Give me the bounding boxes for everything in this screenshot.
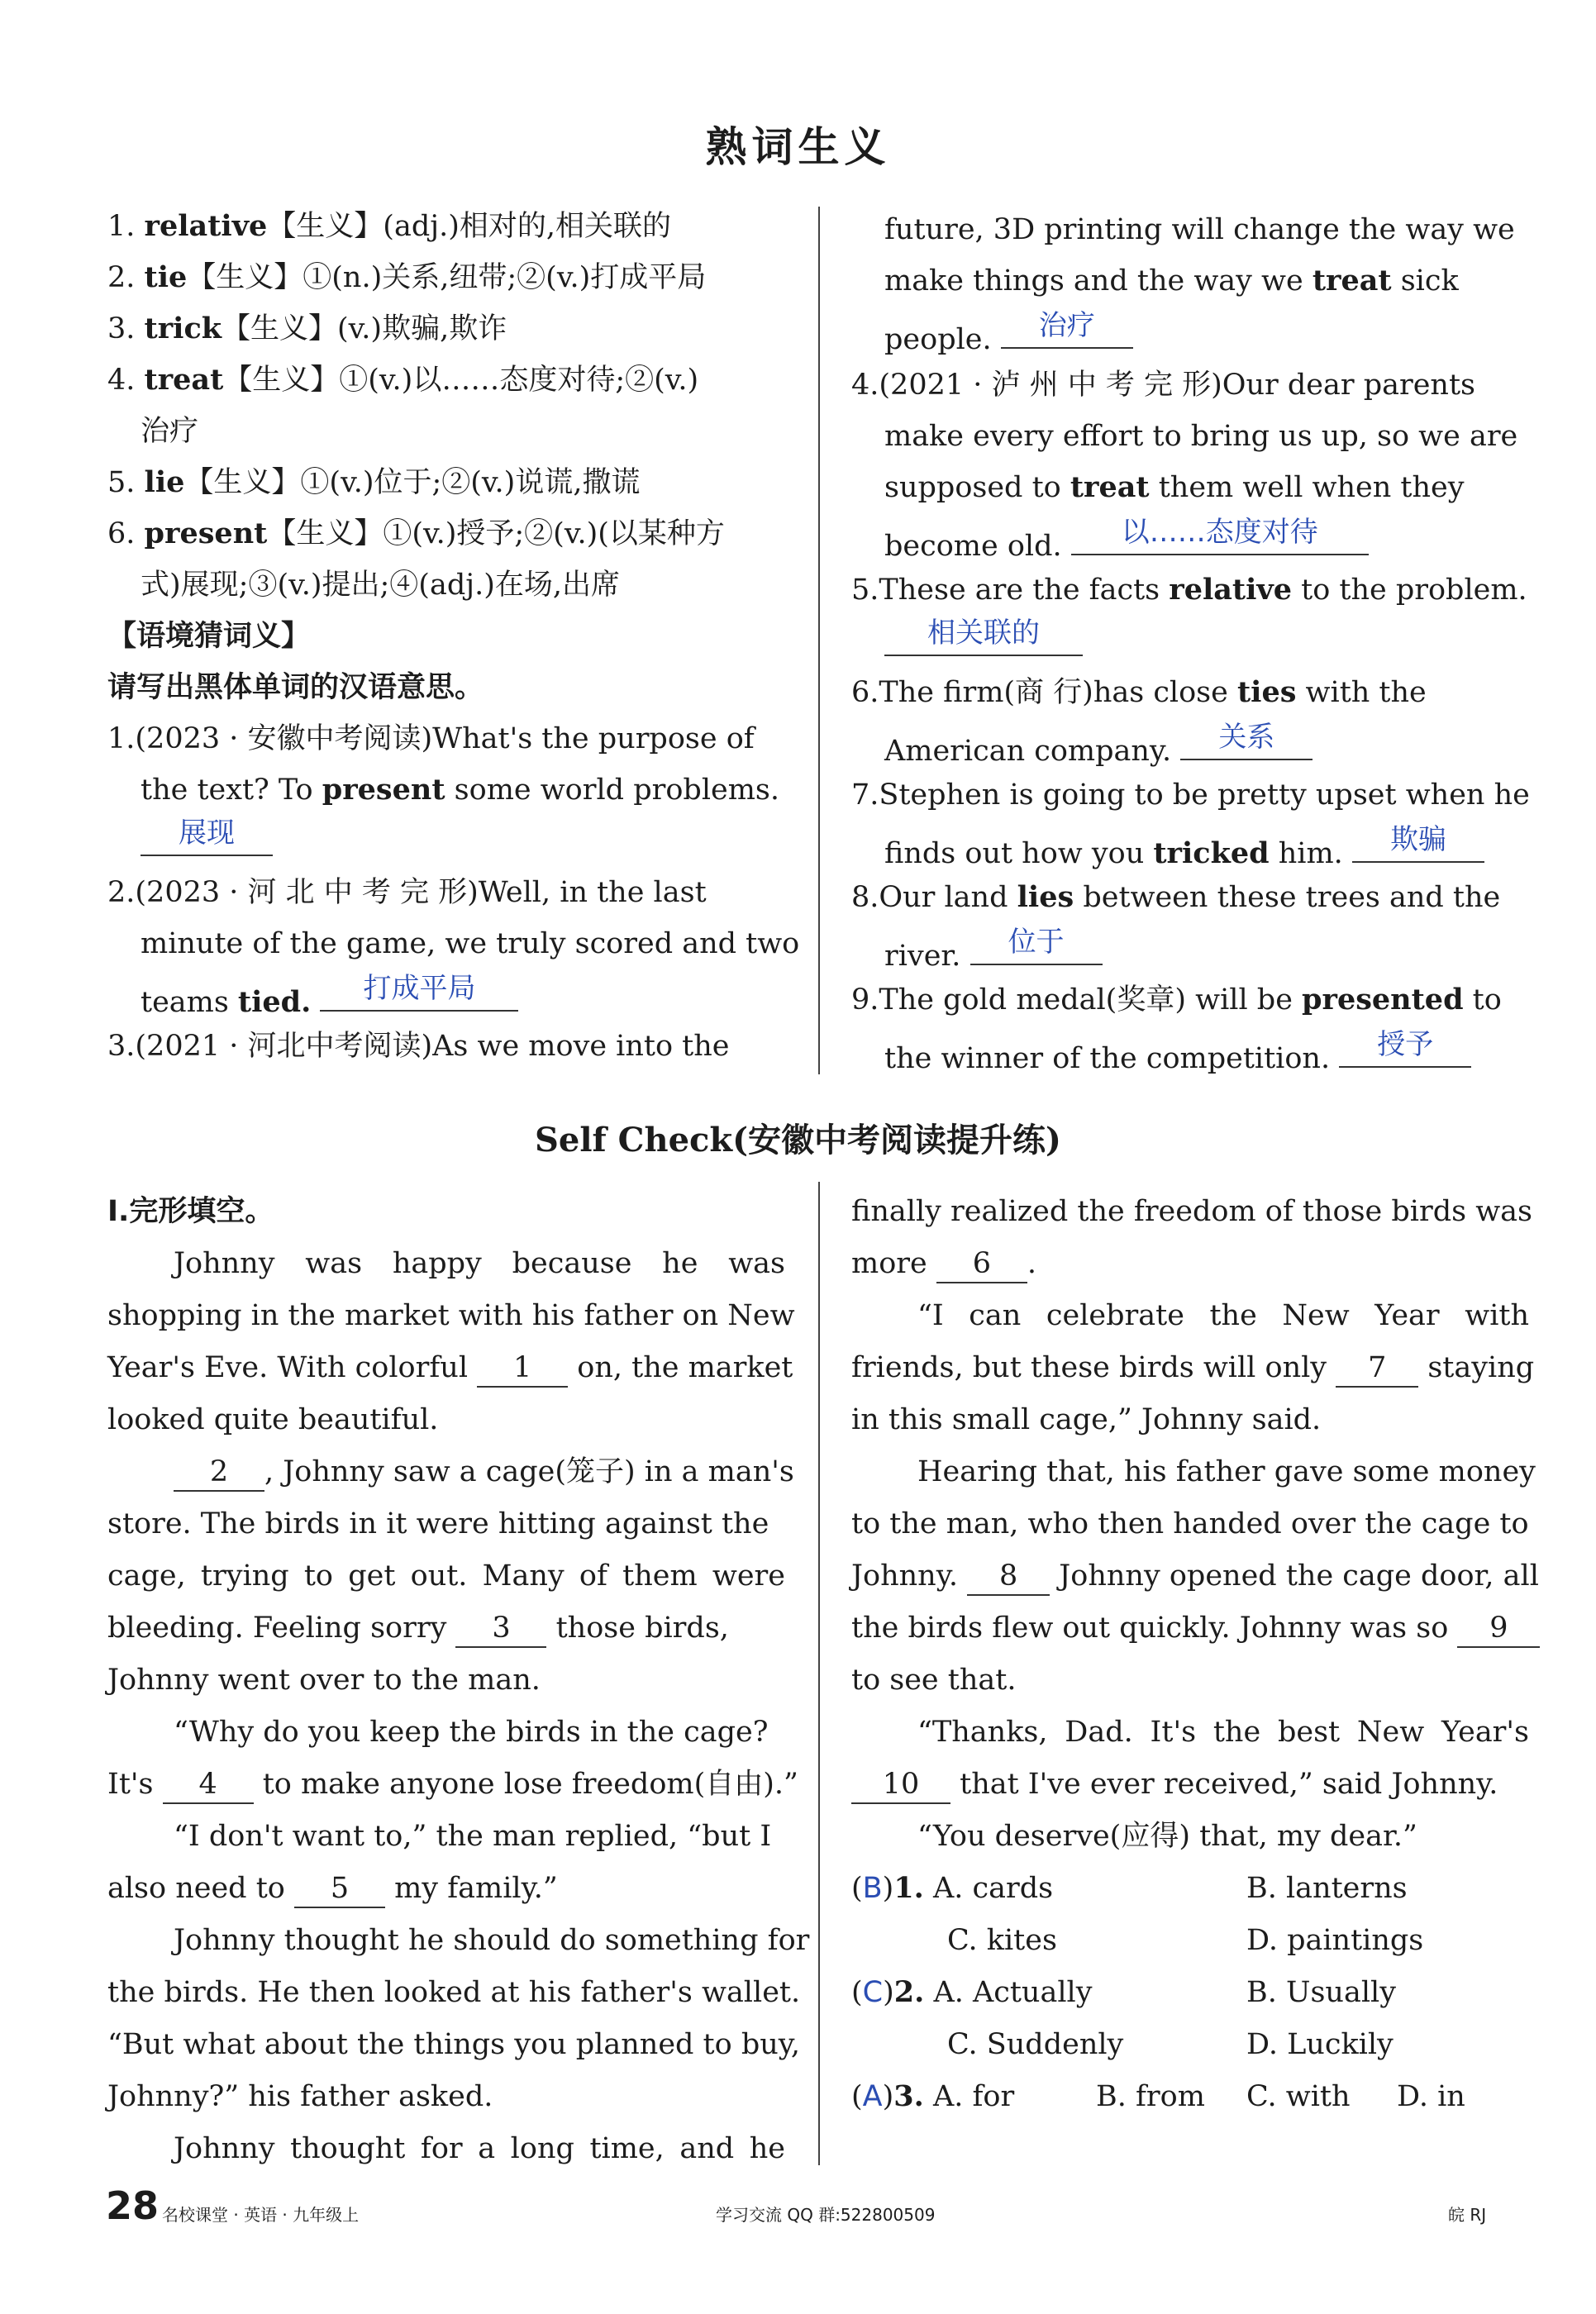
cloze-line: “I can celebrate the New Year with — [917, 1299, 1529, 1332]
vocab-item: 3. trick【生义】(v.)欺骗,欺诈 — [107, 312, 507, 345]
cloze-line: looked quite beautiful. — [107, 1403, 439, 1436]
cloze-line: Johnny?” his father asked. — [107, 2080, 493, 2113]
cloze-line: finally realized the freedom of those birds was — [851, 1195, 1533, 1228]
context-q9-text: the winner of the competition. 授予 — [884, 1033, 1471, 1069]
cloze-line: more 6 . — [851, 1245, 1036, 1282]
answer-choice: A — [862, 2080, 883, 2113]
context-q4-text: become old. 以……态度对待 — [884, 521, 1369, 557]
question-option: C. kites — [947, 1924, 1057, 1957]
question-row: (A)3. A. for — [851, 2079, 1015, 2113]
context-q4-text: make every effort to bring us up, so we are — [884, 420, 1518, 453]
context-q2-text: teams tied. 打成平局 — [141, 977, 518, 1013]
cloze-line: Johnny went over to the man. — [107, 1664, 541, 1697]
answer-choice: C — [862, 1976, 884, 2009]
cloze-line: 2 , Johnny saw a cage(笼子) in a man's — [174, 1454, 794, 1490]
vocab-item: 4. treat【生义】①(v.)以……态度对待;②(v.) — [107, 363, 699, 397]
context-instruction: 请写出黑体单词的汉语意思。 — [107, 671, 484, 704]
context-q6: 6.The firm(商 行)has close ties with the — [851, 675, 1427, 709]
cloze-line: Year's Eve. With colorful 1 on, the market — [107, 1350, 793, 1386]
context-q2-text: minute of the game, we truly scored and two — [141, 927, 800, 960]
cloze-line: the birds. He then looked at his father's wallet. — [107, 1976, 801, 2009]
vocab-item: 1. relative【生义】(adj.)相对的,相关联的 — [107, 209, 671, 243]
question-option: B. from — [1096, 2080, 1205, 2113]
column-divider — [818, 207, 820, 1074]
cloze-line: Johnny was happy because he was — [174, 1247, 785, 1280]
cloze-line: the birds flew out quickly. Johnny was so 9 — [851, 1610, 1540, 1646]
vocab-item: 6. present【生义】①(v.)授予;②(v.)(以某种方 — [107, 517, 725, 550]
cloze-line: bleeding. Feeling sorry 3 those birds, — [107, 1610, 729, 1646]
vocab-item-cont: 治疗 — [141, 415, 199, 448]
page-title: 熟词生义 — [705, 123, 891, 171]
book-title: 名校课堂 · 英语 · 九年级上 — [162, 2205, 360, 2225]
context-q1: 1.(2023 · 安徽中考阅读)What's the purpose of — [107, 722, 755, 755]
cloze-line: Johnny thought for a long time, and he — [174, 2132, 785, 2165]
cloze-line: “But what about the things you planned to buy, — [107, 2028, 801, 2061]
context-q2: 2.(2023 · 河 北 中 考 完 形)Well, in the last — [107, 876, 707, 909]
cloze-line: “Why do you keep the birds in the cage? — [174, 1716, 769, 1749]
cloze-line: It's 4 to make anyone lose freedom(自由).” — [107, 1766, 798, 1802]
question-option: D. in — [1397, 2080, 1465, 2113]
question-option: B. Usually — [1246, 1976, 1396, 2009]
context-q1-text: the text? To present some world problems. — [141, 773, 779, 807]
question-option: C. with — [1246, 2080, 1351, 2113]
cloze-line: to see that. — [851, 1664, 1017, 1697]
cloze-line: “You deserve(应得) that, my dear.” — [917, 1820, 1417, 1853]
cloze-line: cage, trying to get out. Many of them were — [107, 1559, 785, 1593]
context-heading: 【语境猜词义】 — [107, 620, 311, 653]
cloze-line: “Thanks, Dad. It's the best New Year's — [917, 1716, 1529, 1749]
question-option: D. paintings — [1246, 1924, 1424, 1957]
context-q3-text: future, 3D printing will change the way we — [884, 213, 1515, 246]
cloze-line: shopping in the market with his father on New — [107, 1299, 795, 1332]
cloze-line: also need to 5 my family.” — [107, 1870, 558, 1907]
question-row: (B)1. A. cards — [851, 1871, 1054, 1905]
cloze-line: 10 that I've ever received,” said Johnny. — [851, 1766, 1498, 1802]
context-q4: 4.(2021 · 泸 州 中 考 完 形)Our dear parents — [851, 369, 1475, 402]
context-q9: 9.The gold medal(奖章) will be presented to — [851, 983, 1502, 1017]
context-q5: 5.These are the facts relative to the problem. — [851, 573, 1527, 607]
cloze-line: “I don't want to,” the man replied, “but I — [174, 1820, 772, 1853]
context-q8: 8.Our land lies between these trees and the — [851, 880, 1501, 914]
answer-choice: B — [862, 1872, 883, 1905]
cloze-line: in this small cage,” Johnny said. — [851, 1403, 1322, 1436]
cloze-line: Johnny thought he should do something for — [174, 1924, 810, 1957]
question-option: D. Luckily — [1246, 2028, 1394, 2061]
cloze-line: friends, but these birds will only 7 staying — [851, 1350, 1534, 1386]
context-q8-text: river. 位于 — [884, 931, 1103, 967]
cloze-line: store. The birds in it were hitting against the — [107, 1507, 769, 1540]
edition-mark: 皖 RJ — [1448, 2205, 1487, 2225]
cloze-line: Johnny. 8 Johnny opened the cage door, all — [851, 1558, 1539, 1594]
question-option: C. Suddenly — [947, 2028, 1124, 2061]
context-q3-text: make things and the way we treat sick — [884, 264, 1459, 298]
column-divider — [818, 1182, 820, 2165]
vocab-item: 5. lie【生义】①(v.)位于;②(v.)说谎,撒谎 — [107, 465, 641, 499]
vocab-item-cont: 式)展现;③(v.)提出;④(adj.)在场,出席 — [141, 569, 620, 602]
self-check-heading: Self Check(安徽中考阅读提升练) — [535, 1121, 1061, 1159]
question-row: (C)2. A. Actually — [851, 1975, 1093, 2009]
cloze-line: Hearing that, his father gave some money — [917, 1455, 1536, 1488]
vocab-item: 2. tie【生义】①(n.)关系,纽带;②(v.)打成平局 — [107, 260, 707, 294]
context-q1-answer: 展现 — [141, 821, 273, 858]
cloze-line: to the man, who then handed over the cage to — [851, 1507, 1529, 1540]
context-q3-text: people. 治疗 — [884, 314, 1133, 350]
page-number: 28 — [106, 2183, 160, 2228]
context-q6-text: American company. 关系 — [884, 726, 1313, 762]
qq-group: 学习交流 QQ 群:522800509 — [716, 2205, 936, 2225]
context-q7-text: finds out how you tricked him. 欺骗 — [884, 828, 1484, 864]
context-q7: 7.Stephen is going to be pretty upset when he — [851, 778, 1530, 812]
context-q4-text: supposed to treat them well when they — [884, 470, 1465, 504]
context-q5-answer: 相关联的 — [884, 621, 1083, 658]
cloze-heading: Ⅰ.完形填空。 — [107, 1195, 274, 1228]
question-option: B. lanterns — [1246, 1872, 1408, 1905]
context-q3: 3.(2021 · 河北中考阅读)As we move into the — [107, 1030, 730, 1063]
